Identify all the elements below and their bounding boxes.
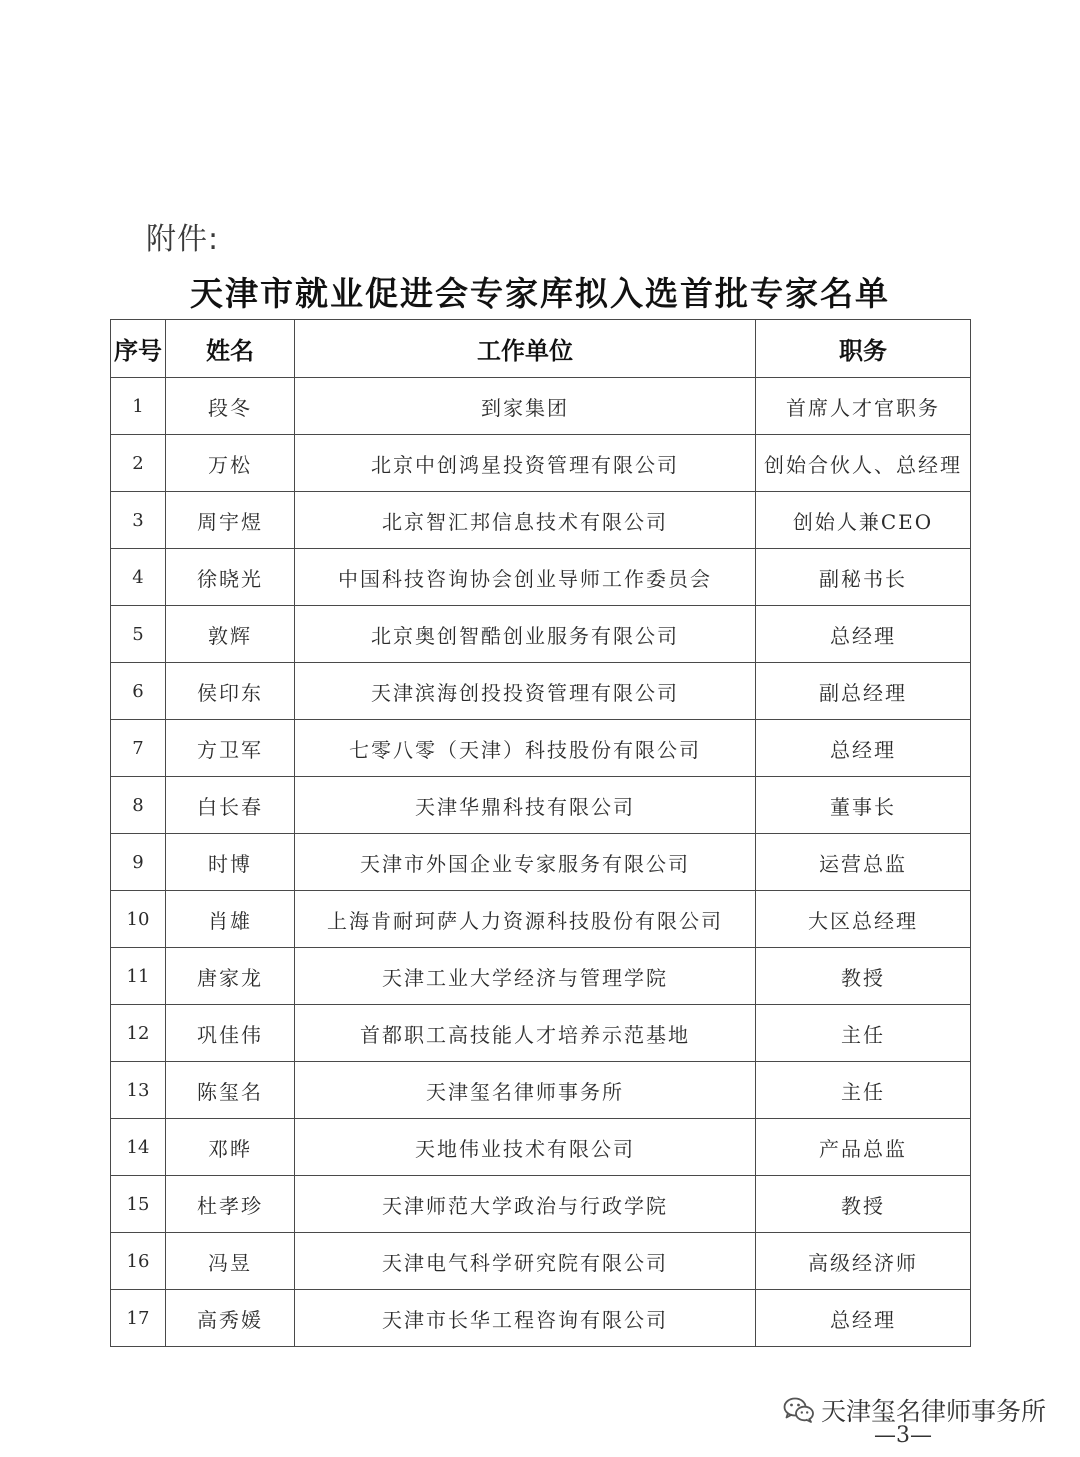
row-position: 运营总监 bbox=[756, 834, 971, 891]
row-organization: 天地伟业技术有限公司 bbox=[295, 1119, 756, 1176]
header-organization: 工作单位 bbox=[295, 320, 756, 378]
wechat-account-name: 天津玺名律师事务所 bbox=[820, 1397, 1046, 1426]
table-row bbox=[111, 1062, 971, 1119]
row-index: 9 bbox=[111, 834, 166, 891]
row-position: 高级经济师 bbox=[756, 1233, 971, 1290]
table-row bbox=[111, 720, 971, 777]
row-organization: 中国科技咨询协会创业导师工作委员会 bbox=[295, 549, 756, 606]
row-index: 10 bbox=[111, 891, 166, 948]
row-name: 方卫军 bbox=[166, 720, 295, 777]
row-name: 陈玺名 bbox=[166, 1062, 295, 1119]
row-position: 主任 bbox=[756, 1005, 971, 1062]
row-index: 4 bbox=[111, 549, 166, 606]
table-header-row bbox=[111, 320, 971, 378]
row-name: 冯昱 bbox=[166, 1233, 295, 1290]
row-organization: 到家集团 bbox=[295, 378, 756, 435]
row-organization: 天津玺名律师事务所 bbox=[295, 1062, 756, 1119]
row-name: 周宇煜 bbox=[166, 492, 295, 549]
row-organization: 上海肯耐珂萨人力资源科技股份有限公司 bbox=[295, 891, 756, 948]
row-position: 首席人才官职务 bbox=[756, 378, 971, 435]
row-name: 白长春 bbox=[166, 777, 295, 834]
row-index: 6 bbox=[111, 663, 166, 720]
row-name: 段冬 bbox=[166, 378, 295, 435]
row-index: 15 bbox=[111, 1176, 166, 1233]
row-organization: 天津市外国企业专家服务有限公司 bbox=[295, 834, 756, 891]
row-organization: 天津工业大学经济与管理学院 bbox=[295, 948, 756, 1005]
row-name: 杜孝珍 bbox=[166, 1176, 295, 1233]
row-name: 时博 bbox=[166, 834, 295, 891]
wechat-icon bbox=[783, 1396, 815, 1424]
row-position: 董事长 bbox=[756, 777, 971, 834]
expert-list-table bbox=[110, 319, 971, 1347]
page-number: —3— bbox=[874, 1423, 932, 1448]
table-row bbox=[111, 1005, 971, 1062]
row-organization: 天津滨海创投投资管理有限公司 bbox=[295, 663, 756, 720]
table-row bbox=[111, 492, 971, 549]
table-row bbox=[111, 1176, 971, 1233]
row-name: 高秀媛 bbox=[166, 1290, 295, 1347]
row-organization: 首都职工高技能人才培养示范基地 bbox=[295, 1005, 756, 1062]
row-index: 2 bbox=[111, 435, 166, 492]
row-organization: 北京奥创智酷创业服务有限公司 bbox=[295, 606, 756, 663]
row-position: 产品总监 bbox=[756, 1119, 971, 1176]
attachment-label: 附件: bbox=[146, 222, 220, 257]
row-index: 17 bbox=[111, 1290, 166, 1347]
row-name: 敦辉 bbox=[166, 606, 295, 663]
row-position: 总经理 bbox=[756, 720, 971, 777]
row-position: 创始合伙人、总经理 bbox=[756, 435, 971, 492]
row-index: 5 bbox=[111, 606, 166, 663]
table-row bbox=[111, 435, 971, 492]
row-position: 主任 bbox=[756, 1062, 971, 1119]
row-name: 巩佳伟 bbox=[166, 1005, 295, 1062]
row-name: 侯印东 bbox=[166, 663, 295, 720]
row-organization: 北京智汇邦信息技术有限公司 bbox=[295, 492, 756, 549]
row-index: 3 bbox=[111, 492, 166, 549]
row-index: 13 bbox=[111, 1062, 166, 1119]
table-row bbox=[111, 948, 971, 1005]
table-row bbox=[111, 1119, 971, 1176]
document-title: 天津市就业促进会专家库拟入选首批专家名单 bbox=[190, 274, 890, 313]
row-index: 8 bbox=[111, 777, 166, 834]
table-row bbox=[111, 1290, 971, 1347]
row-position: 教授 bbox=[756, 948, 971, 1005]
table-row bbox=[111, 549, 971, 606]
header-index: 序号 bbox=[111, 320, 166, 378]
row-position: 副总经理 bbox=[756, 663, 971, 720]
table-row bbox=[111, 891, 971, 948]
row-index: 12 bbox=[111, 1005, 166, 1062]
row-index: 14 bbox=[111, 1119, 166, 1176]
row-position: 教授 bbox=[756, 1176, 971, 1233]
table-row bbox=[111, 606, 971, 663]
row-organization: 天津华鼎科技有限公司 bbox=[295, 777, 756, 834]
table-row bbox=[111, 378, 971, 435]
row-name: 万松 bbox=[166, 435, 295, 492]
row-organization: 七零八零（天津）科技股份有限公司 bbox=[295, 720, 756, 777]
table-row bbox=[111, 777, 971, 834]
header-position: 职务 bbox=[756, 320, 971, 378]
row-index: 11 bbox=[111, 948, 166, 1005]
row-index: 1 bbox=[111, 378, 166, 435]
row-position: 总经理 bbox=[756, 1290, 971, 1347]
row-name: 唐家龙 bbox=[166, 948, 295, 1005]
table-row bbox=[111, 834, 971, 891]
table-row bbox=[111, 663, 971, 720]
row-organization: 天津市长华工程咨询有限公司 bbox=[295, 1290, 756, 1347]
row-index: 7 bbox=[111, 720, 166, 777]
header-name: 姓名 bbox=[166, 320, 295, 378]
table-row bbox=[111, 1233, 971, 1290]
row-position: 大区总经理 bbox=[756, 891, 971, 948]
row-name: 徐晓光 bbox=[166, 549, 295, 606]
row-position: 总经理 bbox=[756, 606, 971, 663]
row-organization: 北京中创鸿星投资管理有限公司 bbox=[295, 435, 756, 492]
row-position: 副秘书长 bbox=[756, 549, 971, 606]
row-name: 肖雄 bbox=[166, 891, 295, 948]
row-organization: 天津师范大学政治与行政学院 bbox=[295, 1176, 756, 1233]
row-name: 邓晔 bbox=[166, 1119, 295, 1176]
row-position: 创始人兼CEO bbox=[756, 492, 971, 549]
row-index: 16 bbox=[111, 1233, 166, 1290]
row-organization: 天津电气科学研究院有限公司 bbox=[295, 1233, 756, 1290]
